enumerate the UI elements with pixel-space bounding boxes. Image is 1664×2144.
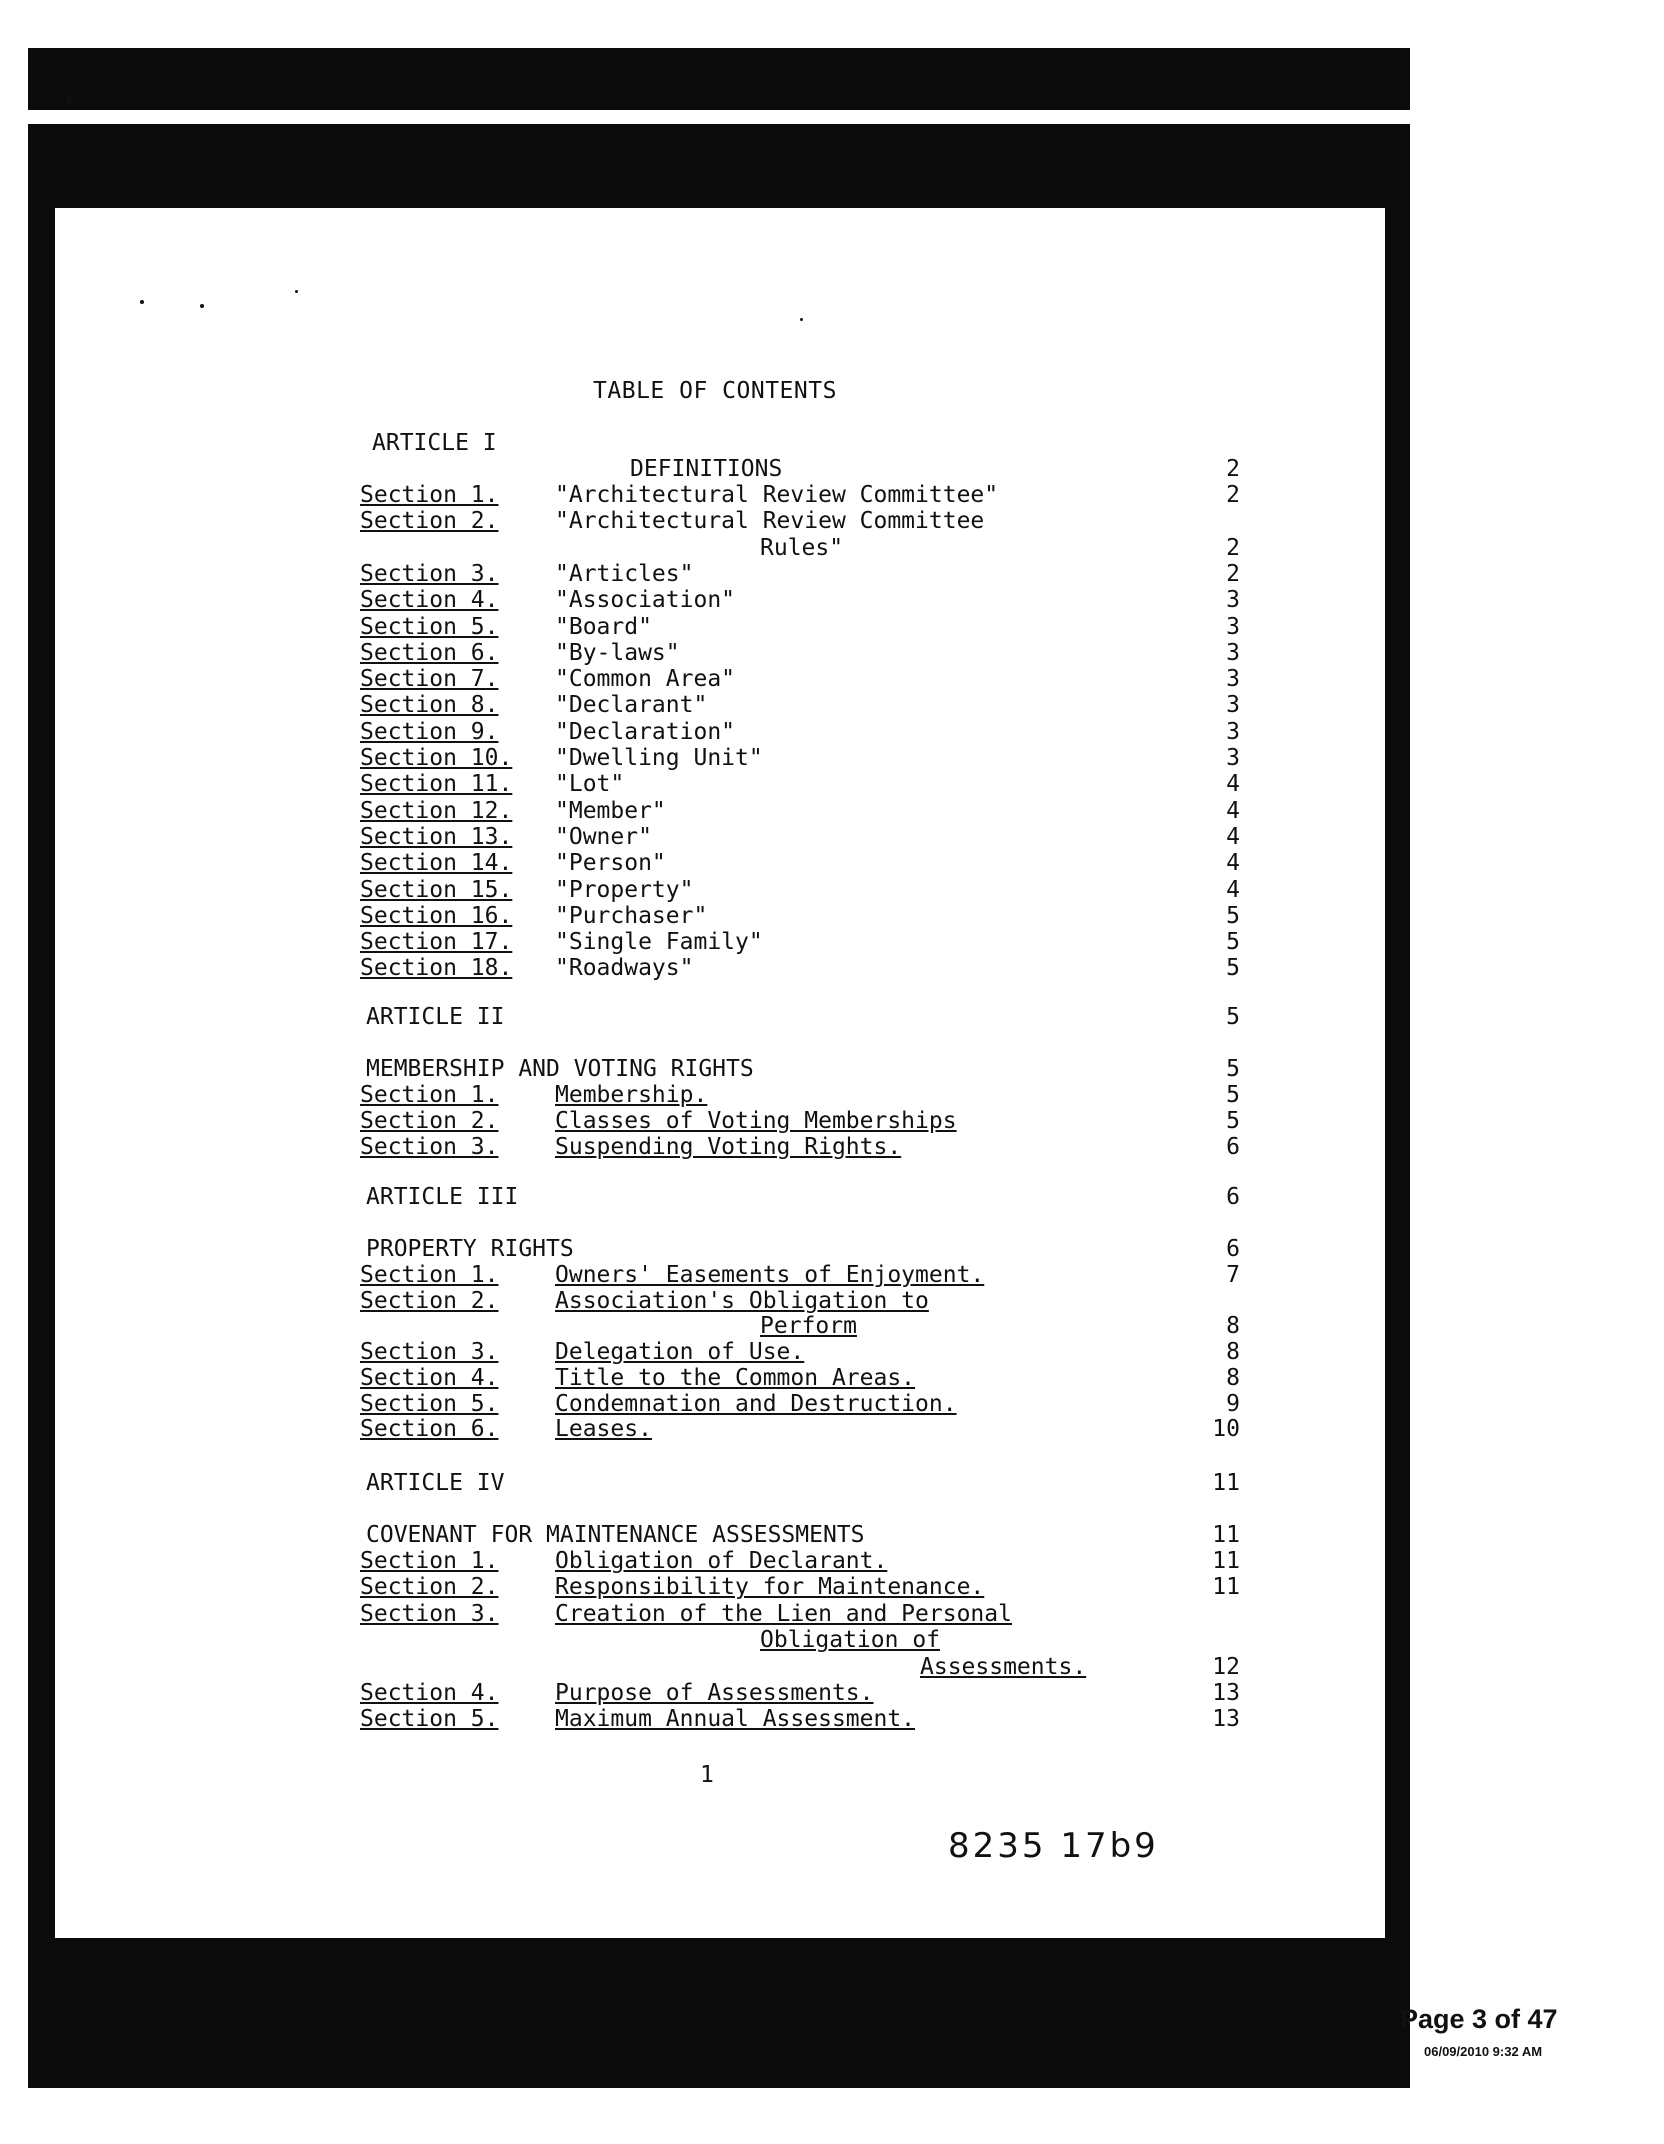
toc-section-label: Section 1. [360, 482, 499, 508]
toc-section-title: "Purchaser" [555, 902, 708, 929]
toc-entry-continuation [360, 1654, 1240, 1681]
toc-section-title: Responsibility for Maintenance. [555, 1574, 985, 1601]
toc-heading: COVENANT FOR MAINTENANCE ASSESSMENTS [366, 1522, 865, 1548]
toc-section-title: Suspending Voting Rights. [555, 1134, 902, 1160]
toc-heading: PROPERTY RIGHTS [366, 1236, 574, 1262]
toc-page-number: 13 [1212, 1680, 1240, 1706]
toc-entry [360, 955, 1240, 982]
toc-section-title: Creation of the Lien and Personal [555, 1600, 1012, 1627]
scan-speck [295, 290, 298, 293]
toc-section-label: Section 2. [360, 508, 499, 535]
toc-section-title: Delegation of Use. [555, 1339, 805, 1366]
toc-entry [360, 1548, 1240, 1575]
toc-page-number: 4 [1226, 850, 1240, 877]
toc-section-label: Section 3. [360, 560, 499, 587]
toc-section-label: Section 14. [360, 850, 513, 877]
toc-page-number: 6 [1226, 1134, 1240, 1160]
toc-page-number: 2 [1226, 482, 1240, 508]
toc-page-number: 11 [1212, 1522, 1240, 1548]
toc-section-label: Section 18. [360, 955, 513, 982]
toc-section-label: Section 4. [360, 1364, 499, 1391]
toc-page-number: 5 [1226, 929, 1240, 956]
toc-section-title: Purpose of Assessments. [555, 1680, 874, 1706]
toc-section-title: "Board" [555, 613, 652, 640]
toc-entry-continuation [360, 1313, 1240, 1340]
toc-heading-page-row [360, 1184, 1240, 1211]
toc-page-number: 3 [1226, 639, 1240, 666]
toc-subheading: DEFINITIONS [630, 456, 783, 482]
toc-page-number: 6 [1226, 1236, 1240, 1262]
toc-page-number: 4 [1226, 876, 1240, 903]
viewer-timestamp: 06/09/2010 9:32 AM [1424, 2044, 1543, 2059]
scan-speck [140, 300, 144, 304]
toc-entry [360, 587, 1240, 614]
toc-section-title: "Common Area" [555, 666, 736, 693]
toc-entry [360, 771, 1240, 798]
toc-section-label: Section 5. [360, 1390, 499, 1417]
toc-section-label: Section 3. [360, 1134, 499, 1160]
toc-heading: ARTICLE IV [366, 1470, 505, 1496]
toc-section-title: "Association" [555, 587, 736, 614]
toc-section-label: Section 7. [360, 666, 499, 693]
toc-section-title: "Architectural Review Committee" [555, 482, 999, 508]
toc-section-title: "Dwelling Unit" [555, 745, 763, 771]
toc-section-label: Section 5. [360, 613, 499, 640]
toc-section-title: "Declaration" [555, 718, 736, 745]
toc-entry [360, 1339, 1240, 1366]
toc-entry [360, 1108, 1240, 1135]
toc-entry [360, 561, 1240, 588]
toc-page-number: 3 [1226, 666, 1240, 693]
toc-entry [360, 745, 1240, 772]
toc-entry [360, 824, 1240, 851]
toc-section-label: Section 3. [360, 1339, 499, 1366]
toc-section-label: Section 6. [360, 1416, 499, 1443]
toc-section-label: Section 4. [360, 1680, 499, 1706]
scan-speck [800, 318, 803, 321]
toc-section-label: Section 15. [360, 876, 513, 903]
toc-section-title: "Declarant" [555, 692, 708, 719]
toc-section-label: Section 2. [360, 1574, 499, 1601]
toc-section-title: "Owner" [555, 823, 652, 850]
toc-section-label: Section 11. [360, 771, 513, 798]
toc-section-label: Section 3. [360, 1600, 499, 1627]
toc-entry [360, 508, 1240, 535]
toc-page-number: 5 [1226, 1056, 1240, 1082]
toc-section-title: Obligation of Declarant. [555, 1548, 888, 1574]
toc-heading: MEMBERSHIP AND VOTING RIGHTS [366, 1056, 754, 1082]
toc-heading: ARTICLE II [366, 1004, 505, 1030]
toc-section-title: Condemnation and Destruction. [555, 1390, 957, 1417]
toc-section-label: Section 6. [360, 639, 499, 666]
toc-page-number: 3 [1226, 587, 1240, 614]
toc-entry [360, 1416, 1240, 1443]
toc-page-number: 6 [1226, 1184, 1240, 1210]
toc-section-title: Title to the Common Areas. [555, 1364, 916, 1391]
toc-section-title: Owners' Easements of Enjoyment. [555, 1262, 985, 1288]
toc-page-number: 7 [1226, 1262, 1240, 1288]
toc-section-title: Association's Obligation to [555, 1287, 929, 1314]
toc-section-label: Section 1. [360, 1548, 499, 1574]
toc-entry [360, 1134, 1240, 1161]
toc-page-number: 3 [1226, 613, 1240, 640]
toc-page-number: 2 [1226, 534, 1240, 561]
toc-heading-page-row [360, 1056, 1240, 1083]
toc-page-number: 11 [1212, 1470, 1240, 1496]
toc-section-label: Section 2. [360, 1108, 499, 1134]
toc-entry [360, 1391, 1240, 1418]
toc-page-number: 8 [1226, 1339, 1240, 1366]
toc-entry [360, 1574, 1240, 1601]
toc-section-title: Classes of Voting Memberships [555, 1108, 957, 1134]
toc-entry [360, 482, 1240, 509]
toc-section-label: Section 1. [360, 1082, 499, 1108]
toc-entry [360, 1262, 1240, 1289]
toc-page-number: 12 [1212, 1653, 1240, 1680]
toc-section-title: "Person" [555, 850, 666, 877]
toc-page-number: 5 [1226, 1108, 1240, 1134]
toc-heading: ARTICLE I [372, 430, 497, 456]
toc-page-number: 11 [1212, 1574, 1240, 1601]
toc-page-number: 5 [1226, 1004, 1240, 1030]
toc-page-number: 2 [1226, 560, 1240, 587]
toc-page-number: 5 [1226, 955, 1240, 982]
toc-entry [360, 877, 1240, 904]
toc-section-label: Section 16. [360, 902, 513, 929]
toc-section-title: Membership. [555, 1082, 708, 1108]
toc-entry [360, 850, 1240, 877]
toc-page-number: 3 [1226, 745, 1240, 771]
toc-section-title: "Lot" [555, 771, 625, 798]
viewer-page-indicator: Page 3 of 47 [1400, 2004, 1558, 2034]
toc-section-label: Section 1. [360, 1262, 499, 1288]
toc-entry-continuation [360, 1627, 1240, 1654]
scan-speck [200, 304, 204, 308]
toc-entry [360, 1601, 1240, 1628]
toc-section-title: "Roadways" [555, 955, 694, 982]
toc-heading-page-row [360, 1236, 1240, 1263]
scan-speck [66, 94, 72, 104]
toc-entry [360, 666, 1240, 693]
toc-section-title-cont: Assessments. [920, 1653, 1087, 1680]
toc-entry [360, 614, 1240, 641]
toc-section-title-cont: Obligation of [760, 1627, 941, 1654]
toc-page-number: 8 [1226, 1313, 1240, 1340]
toc-entry [360, 1365, 1240, 1392]
record-stamp: 8235 17b9 [948, 1826, 1159, 1866]
page-number: 1 [700, 1762, 714, 1788]
toc-section-title-cont: Perform [760, 1313, 857, 1340]
toc-heading: ARTICLE III [366, 1184, 519, 1210]
toc-entry [360, 1706, 1240, 1733]
toc-entry [360, 1680, 1240, 1707]
toc-page-number: 11 [1212, 1548, 1240, 1574]
toc-page-number: 2 [1226, 456, 1240, 482]
toc-section-title: "Single Family" [555, 929, 763, 956]
toc-page-number: 4 [1226, 823, 1240, 850]
toc-section-title: "By-laws" [555, 639, 680, 666]
toc-heading-page-row [360, 1522, 1240, 1549]
toc-page-number: 5 [1226, 902, 1240, 929]
toc-section-title: Maximum Annual Assessment. [555, 1706, 916, 1733]
toc-section-label: Section 2. [360, 1287, 499, 1314]
toc-entry [360, 929, 1240, 956]
toc-entry [360, 798, 1240, 825]
toc-page-number: 9 [1226, 1390, 1240, 1417]
toc-entry [360, 719, 1240, 746]
toc-page-number: 3 [1226, 692, 1240, 719]
toc-page-number: 8 [1226, 1364, 1240, 1391]
toc-section-label: Section 12. [360, 797, 513, 824]
scan-notch [28, 110, 1410, 124]
toc-heading-page-row [360, 1470, 1240, 1497]
toc-section-label: Section 9. [360, 718, 499, 745]
toc-entry [360, 903, 1240, 930]
toc-page-number: 4 [1226, 771, 1240, 798]
toc-section-title: "Property" [555, 876, 694, 903]
toc-section-label: Section 13. [360, 823, 513, 850]
toc-section-label: Section 8. [360, 692, 499, 719]
toc-page-number: 13 [1212, 1706, 1240, 1733]
toc-section-title: Leases. [555, 1416, 652, 1443]
toc-heading-page-row [360, 1004, 1240, 1031]
toc-page-number: 4 [1226, 797, 1240, 824]
toc-entry [360, 640, 1240, 667]
toc-section-label: Section 10. [360, 745, 513, 771]
toc-page-number: 10 [1212, 1416, 1240, 1443]
toc-section-title: "Architectural Review Committee [555, 508, 985, 535]
page-title: TABLE OF CONTENTS [593, 378, 837, 404]
toc-section-title: "Member" [555, 797, 666, 824]
toc-page-number: 5 [1226, 1082, 1240, 1108]
toc-section-title-cont: Rules" [760, 534, 844, 561]
toc-subheading-row [360, 456, 1240, 483]
toc-section-label: Section 17. [360, 929, 513, 956]
toc-entry [360, 1288, 1240, 1315]
toc-page-number: 3 [1226, 718, 1240, 745]
toc-section-label: Section 5. [360, 1706, 499, 1733]
toc-section-title: "Articles" [555, 560, 694, 587]
toc-section-label: Section 4. [360, 587, 499, 614]
toc-entry [360, 1082, 1240, 1109]
toc-entry-continuation [360, 535, 1240, 562]
toc-entry [360, 692, 1240, 719]
